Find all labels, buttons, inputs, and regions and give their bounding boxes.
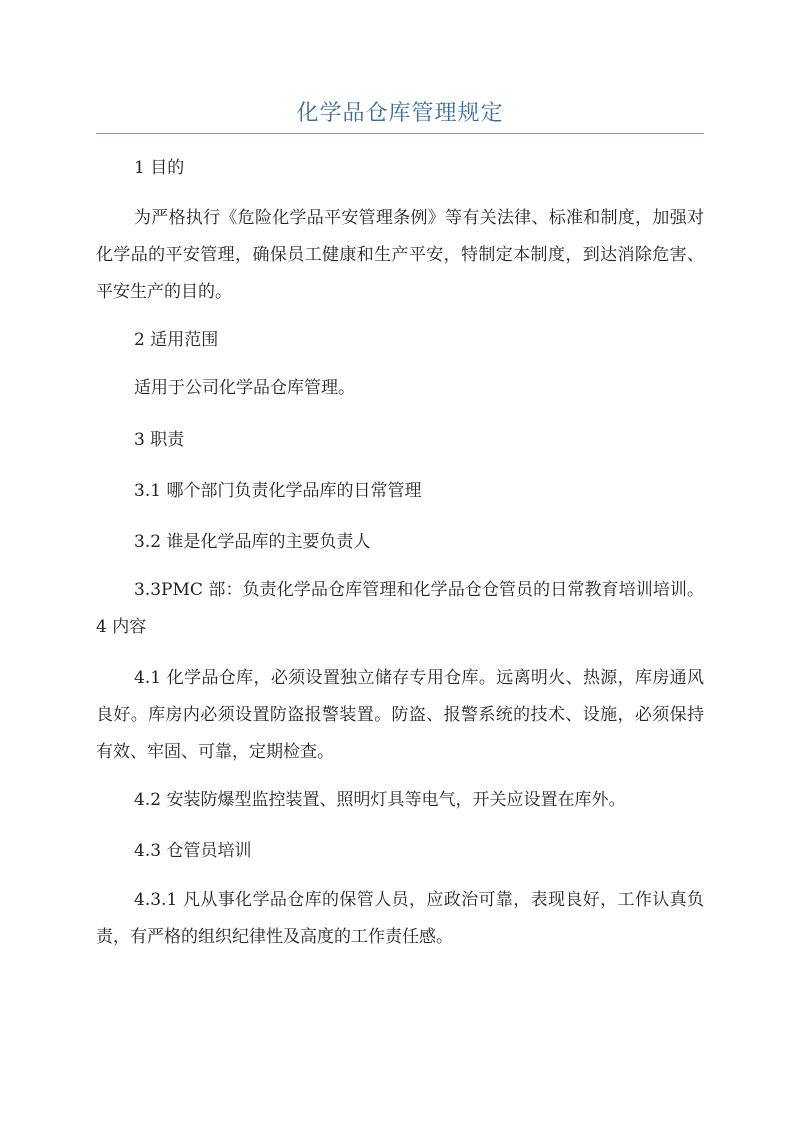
paragraph-4-3-1: 4.3.1 凡从事化学品仓库的保管人员，应政治可靠，表现良好，工作认真负责，有严格的组织纪律性及高度的工作责任感。 (96, 890, 704, 947)
section-heading-purpose: 1 目的 (134, 158, 185, 178)
paragraph-purpose: 为严格执行《危险化学品平安管理条例》等有关法律、标准和制度，加强对化学品的平安管理，确保员工健康和生产平安，特制定本制度，到达消除危害、平安生产的目的。 (96, 208, 704, 302)
paragraph-3-3: 3.3PMC 部：负责化学品仓库管理和化学品仓仓管员的日常教育培训培训。4 内容 (96, 580, 704, 637)
paragraph-scope: 适用于公司化学品仓库管理。 (134, 378, 355, 398)
section-heading-duties: 3 职责 (134, 430, 185, 450)
subsection-4-3: 4.3 仓管员培训 (134, 841, 252, 861)
paragraph-4-1: 4.1 化学品仓库，必须设置独立储存专用仓库。远离明火、热源，库房通风良好。库房内必须设置防盗报警装置。防盗、报警系统的技术、设施，必须保持有效、牢固、可靠，定期检查。 (96, 668, 704, 762)
title-underline (96, 133, 704, 134)
document-title: 化学品仓库管理规定 (296, 101, 504, 126)
subsection-3-2: 3.2 谁是化学品库的主要负责人 (134, 532, 371, 552)
paragraph-4-2: 4.2 安装防爆型监控装置、照明灯具等电气，开关应设置在库外。 (134, 790, 626, 810)
section-heading-scope: 2 适用范围 (134, 330, 219, 350)
subsection-3-1: 3.1 哪个部门负责化学品库的日常管理 (134, 481, 422, 501)
